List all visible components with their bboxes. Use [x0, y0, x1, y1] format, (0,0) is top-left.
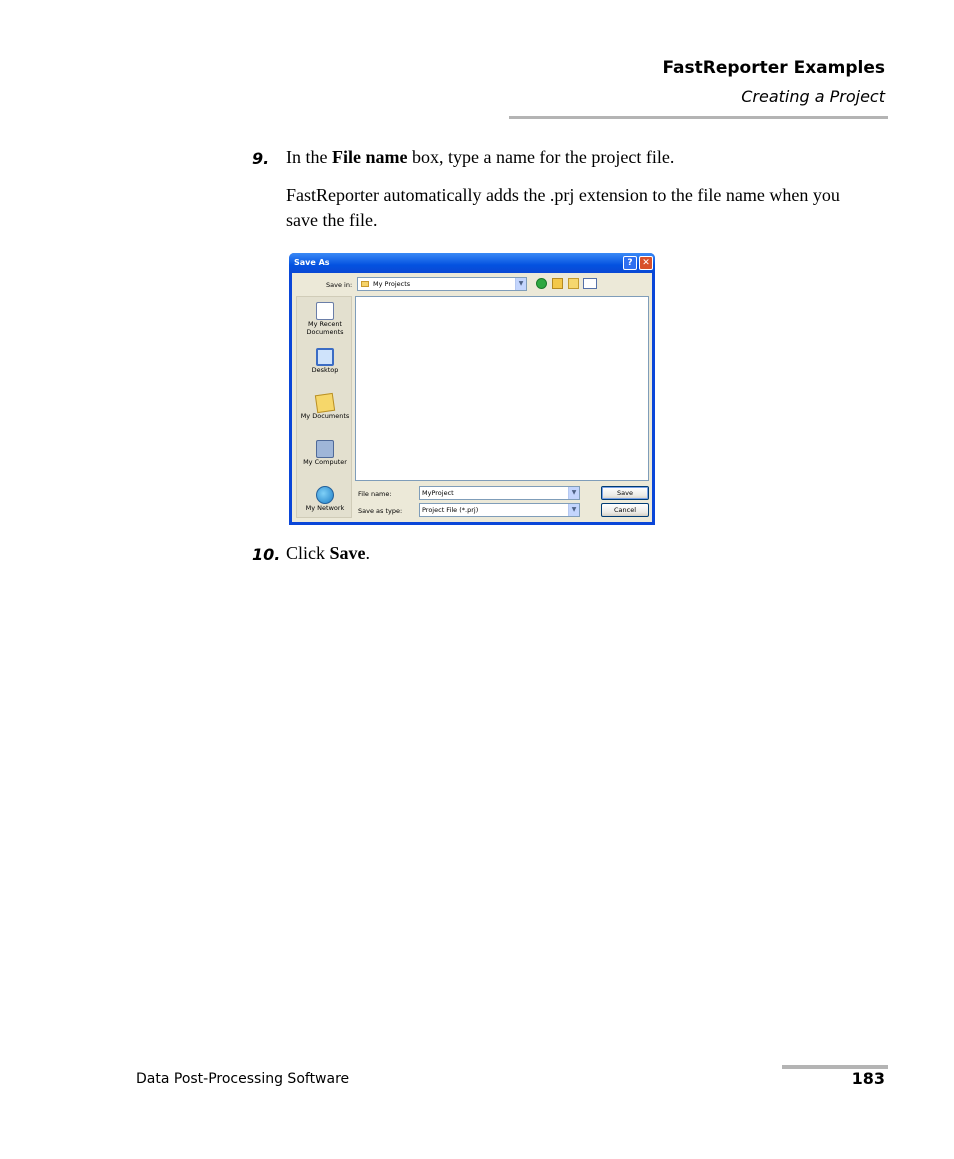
step-10-text-after: . — [365, 543, 370, 563]
save-as-type-dropdown[interactable] — [419, 503, 580, 517]
cancel-button[interactable]: Cancel — [601, 503, 649, 517]
file-name-value: MyProject — [422, 489, 454, 497]
save-as-dialog — [289, 253, 655, 525]
folder-icon — [361, 281, 369, 287]
step-10-bold: Save — [329, 543, 366, 563]
chevron-down-icon[interactable]: ▼ — [568, 487, 579, 499]
file-name-label: File name: — [358, 490, 392, 498]
header-rule — [509, 116, 888, 119]
step-9-bold: File name — [331, 147, 408, 167]
file-list[interactable] — [355, 296, 649, 481]
step-9-text-after: box, type a name for the project file. — [407, 147, 675, 167]
chevron-down-icon: ▼ — [515, 278, 526, 290]
place-label: My Documents — [300, 412, 350, 420]
view-menu-icon[interactable] — [583, 278, 597, 289]
step-9-text-before: In the — [286, 147, 332, 167]
save-in-value: My Projects — [373, 280, 411, 288]
back-icon[interactable] — [536, 278, 547, 289]
footer-title: Data Post-Processing Software — [136, 1071, 350, 1087]
running-header-subtitle: Creating a Project — [741, 87, 885, 106]
dialog-titlebar — [289, 253, 655, 273]
my-computer-icon — [316, 440, 334, 458]
place-my-computer[interactable] — [297, 440, 353, 466]
places-bar — [296, 296, 352, 518]
my-network-icon — [316, 486, 334, 504]
file-name-field[interactable] — [419, 486, 580, 500]
place-my-recent-documents[interactable] — [297, 302, 353, 336]
step-9-note: FastReporter automatically adds the .prj extension to the file name when you save the file. — [286, 185, 840, 230]
help-button[interactable]: ? — [623, 256, 637, 270]
place-label: My Network — [305, 504, 345, 512]
save-in-label: Save in: — [326, 281, 353, 289]
running-header-title: FastReporter Examples — [662, 58, 885, 78]
place-label: My Computer — [303, 458, 347, 466]
up-folder-icon[interactable] — [552, 278, 563, 289]
step-10-number: 10. — [252, 545, 281, 564]
save-as-type-label: Save as type: — [358, 507, 403, 515]
place-desktop[interactable] — [297, 348, 353, 374]
place-label: Desktop — [311, 366, 339, 374]
close-button[interactable]: ✕ — [639, 256, 653, 270]
save-in-dropdown[interactable] — [357, 277, 527, 291]
step-9-text — [286, 147, 674, 168]
place-my-network[interactable] — [297, 486, 353, 512]
my-documents-icon — [315, 393, 335, 413]
recent-documents-icon — [316, 302, 334, 320]
page-number: 183 — [851, 1069, 885, 1088]
dialog-body — [292, 273, 652, 522]
desktop-icon — [316, 348, 334, 366]
new-folder-icon[interactable] — [568, 278, 579, 289]
step-10-text-before: Click — [286, 543, 330, 563]
place-label-line2: Documents — [306, 328, 344, 336]
place-label: My Recent — [308, 320, 342, 328]
chevron-down-icon[interactable]: ▼ — [568, 504, 579, 516]
step-9-number: 9. — [252, 149, 270, 168]
step-10-text — [286, 543, 370, 564]
place-my-documents[interactable] — [297, 394, 353, 420]
save-button[interactable]: Save — [601, 486, 649, 500]
dialog-title: Save As — [294, 258, 330, 267]
save-as-type-value: Project File (*.prj) — [422, 506, 479, 514]
